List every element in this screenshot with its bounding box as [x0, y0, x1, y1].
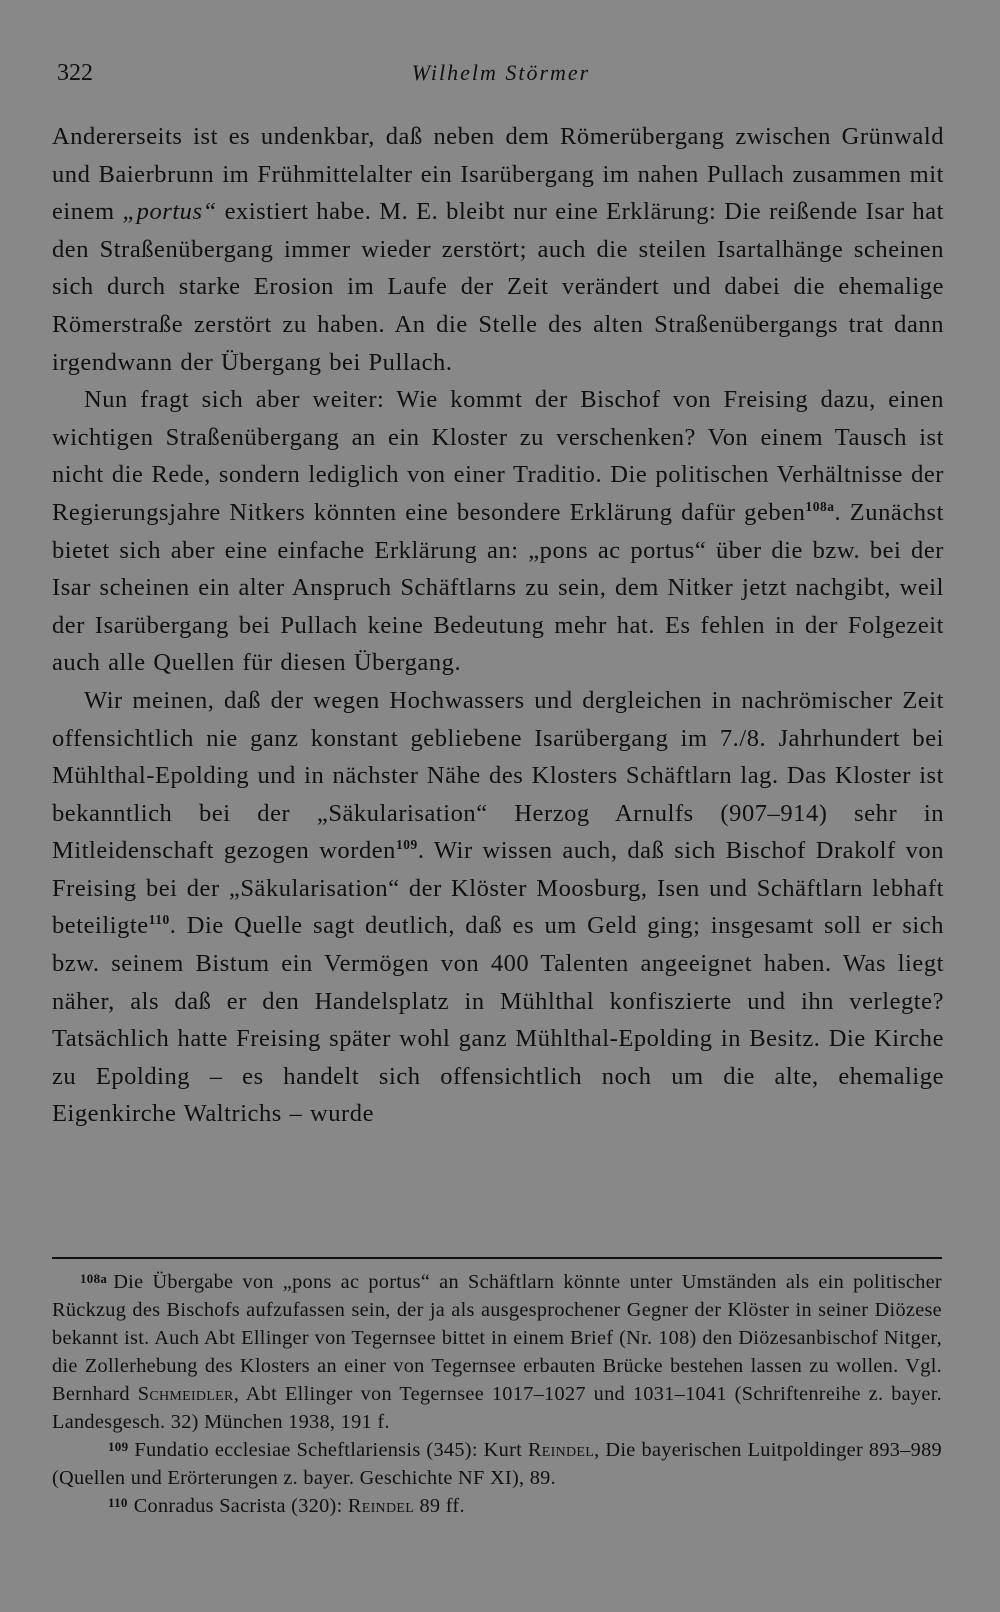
main-text — [52, 118, 944, 1133]
paragraph-3: Wir meinen, daß der wegen Hochwassers und dergleichen in nachrömischer Zeit offensichtlich nie ganz konstant gebliebene Isarübergang im 7./8. Jahrhundert bei Mühlthal-Epolding und in nächster Nähe des Klosters Schäftlarn lag. Das Kloster ist bekanntlich bei der „Säkularisation“ Herzog Arnulfs (907–914) sehr in Mitleidenschaft gezogen worden$^{109}$. Wir wissen auch, daß sich Bischof Drakolf von Freising bei der „Säkularisation“ der Klöster Moosburg, Isen und Schäftlarn lebhaft beteiligte$^{110}$. Die Quelle sagt deutlich, daß es um Geld ging; insgesamt soll er sich bzw. seinem Bistum ein Vermögen von 400 Talenten angeeignet haben. Was liegt näher, als daß er den Handelsplatz in Mühlthal konfiszierte und ihn verlegte? Tatsächlich hatte Freising später wohl ganz Mühlthal-Epolding in Besitz. Die Kirche zu Epolding – es handelt sich offensichtlich noch um die alte, ehemalige Eigenkirche Waltrichs – wurde — [52, 686, 944, 1128]
author-name: Reindel — [527, 1439, 595, 1461]
paragraph-1: Andererseits ist es undenkbar, daß neben dem Römerübergang zwischen Grünwald und Baierbrunn im Frühmittelalter ein Isarübergang im nahen Pullach zusammen mit einem „portus“ existiert habe. M. E. bleibt nur eine Erklärung: Die reißende Isar hat den Straßenübergang immer wieder zerstört; auch die steilen Isartalhänge scheinen sich durch starke Erosion im Laufe der Zeit verändert und dabei die ehemalige Römerstraße zerstört zu haben. An die Stelle des alten Straßenübergangs trat dann irgendwann der Übergang bei Pullach. — [52, 123, 944, 376]
footnote-divider — [52, 1257, 942, 1259]
footnotes — [52, 1268, 942, 1520]
running-head — [57, 60, 945, 92]
italic-term: „portus“ — [122, 198, 217, 226]
footnote-110: 110 Conradus Sacrista (320): Reindel 89 ff. — [108, 1495, 465, 1517]
footnote-ref-109[interactable]: 109 — [395, 837, 418, 853]
footnote-109: 109 Fundatio ecclesiae Scheftlariensis (345): Kurt Reindel, Die bayerischen Luitpoldinger 893–989 (Quellen und Erörterungen z. bayer. Geschichte NF XI), 89. — [52, 1439, 942, 1489]
footnote-ref-110[interactable]: 110 — [148, 912, 170, 928]
author-name: Reindel — [347, 1495, 415, 1517]
footnote-ref-108a[interactable]: 108a — [805, 498, 835, 514]
author-name: Schmeidler — [137, 1383, 234, 1405]
running-head-author: Wilhelm Störmer — [411, 60, 591, 85]
page-number: 322 — [57, 60, 93, 86]
paragraph-2: Nun fragt sich aber weiter: Wie kommt der Bischof von Freising dazu, einen wichtigen Straßenübergang an ein Kloster zu verschenken? Von einem Tausch ist nicht die Rede, sondern lediglich von einer Traditio. Die politischen Verhältnisse der Regierungsjahre Nitkers könnten eine besondere Erklärung dafür geben$^{108a}$. Zunächst bietet sich aber eine einfache Erklärung an: „pons ac portus“ über die bzw. bei der Isar scheinen ein alter Anspruch Schäftlarns zu sein, dem Nitker jetzt nachgibt, weil der Isarübergang bei Pullach keine Bedeutung mehr hat. Es fehlen in der Folgezeit auch alle Quellen für diesen Übergang. — [52, 386, 944, 677]
footnote-108a: 108a Die Übergabe von „pons ac portus“ an Schäftlarn könnte unter Umständen als ein politischer Rückzug des Bischofs aufzufassen sein, der ja als ausgesprochener Gegner der Klöster in seiner Diözese bekannt ist. Auch Abt Ellinger von Tegernsee bittet in einem Brief (Nr. 108) den Diözesanbischof Nitger, die Zollerhebung des Klosters an einer von Tegernsee erbauten Brücke bestehen lassen zu wollen. Vgl. Bernhard Schmeidler, Abt Ellinger von Tegernsee 1017–1027 und 1031–1041 (Schriftenreihe z. bayer. Landesgesch. 32) München 1938, 191 f. — [52, 1271, 942, 1433]
